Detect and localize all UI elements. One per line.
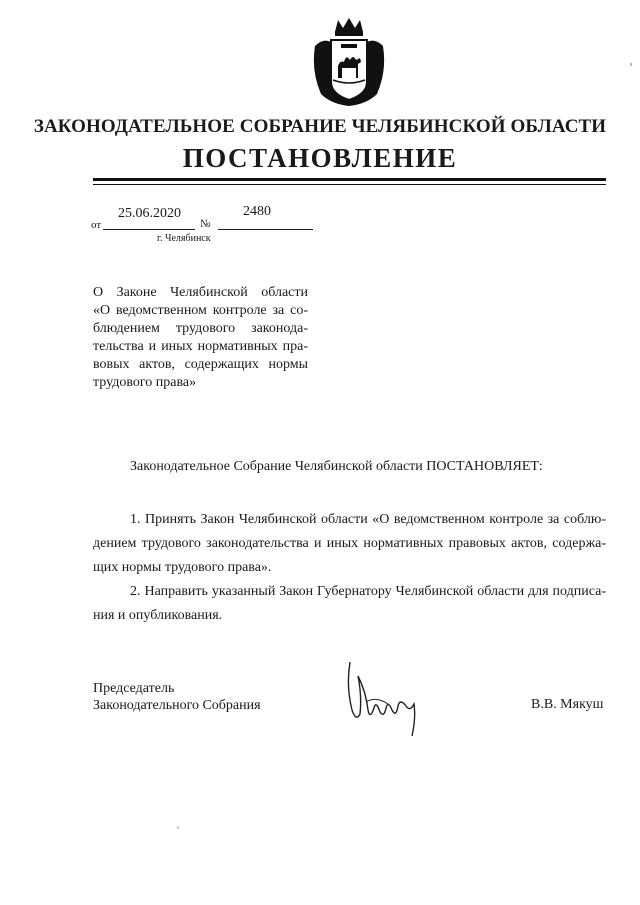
document-place: г. Челябинск — [157, 233, 211, 244]
position-line: Законодательного Собрания — [93, 698, 261, 713]
number-underline — [218, 229, 313, 230]
from-label: от — [91, 219, 102, 231]
paragraph-line: дением трудового законодательства и иных нормативных правовых актов, содержа- — [93, 536, 606, 551]
number-label: № — [200, 218, 211, 230]
paragraph-line: ния и опубликования. — [93, 608, 223, 623]
subject-line: «О ведомственном контроле за со- — [93, 303, 308, 318]
document-subject — [93, 284, 308, 392]
document-number: 2480 — [243, 204, 271, 219]
date-underline — [103, 229, 195, 230]
document-date: 25.06.2020 — [118, 206, 181, 221]
organization-name: ЗАКОНОДАТЕЛЬНОЕ СОБРАНИЕ ЧЕЛЯБИНСКОЙ ОБЛАСТИ — [33, 116, 607, 137]
coat-of-arms-icon — [311, 16, 387, 108]
position-line: Председатель — [93, 681, 175, 696]
signatory-position — [93, 680, 261, 714]
subject-line: вовых актов, содержащих нормы — [93, 357, 308, 372]
subject-line: блюдением трудового законода- — [93, 321, 308, 336]
preamble: Законодательное Собрание Челябинской области ПОСТАНОВЛЯЕТ: — [130, 459, 543, 474]
handwritten-signature — [336, 656, 422, 738]
header-divider-thick — [93, 178, 606, 181]
paragraph-line: 2. Направить указанный Закон Губернатору Челябинской области для подписа- — [130, 584, 606, 599]
header-divider-thin — [93, 184, 606, 185]
paragraph-2 — [93, 580, 606, 628]
subject-line: тельства и иных нормативных пра- — [93, 339, 308, 354]
paragraph-line: 1. Принять Закон Челябинской области «О ведомственном контроле за соблю- — [130, 512, 606, 527]
subject-line: трудового права» — [93, 375, 197, 390]
paragraph-line: щих нормы трудового права». — [93, 560, 272, 575]
subject-line: О Законе Челябинской области — [93, 285, 308, 300]
scan-mark — [177, 826, 179, 829]
signatory-name: В.В. Мякуш — [531, 697, 604, 712]
paragraph-1 — [93, 508, 606, 580]
scan-mark — [630, 63, 632, 66]
document-type-title: ПОСТАНОВЛЕНИЕ — [182, 143, 458, 173]
